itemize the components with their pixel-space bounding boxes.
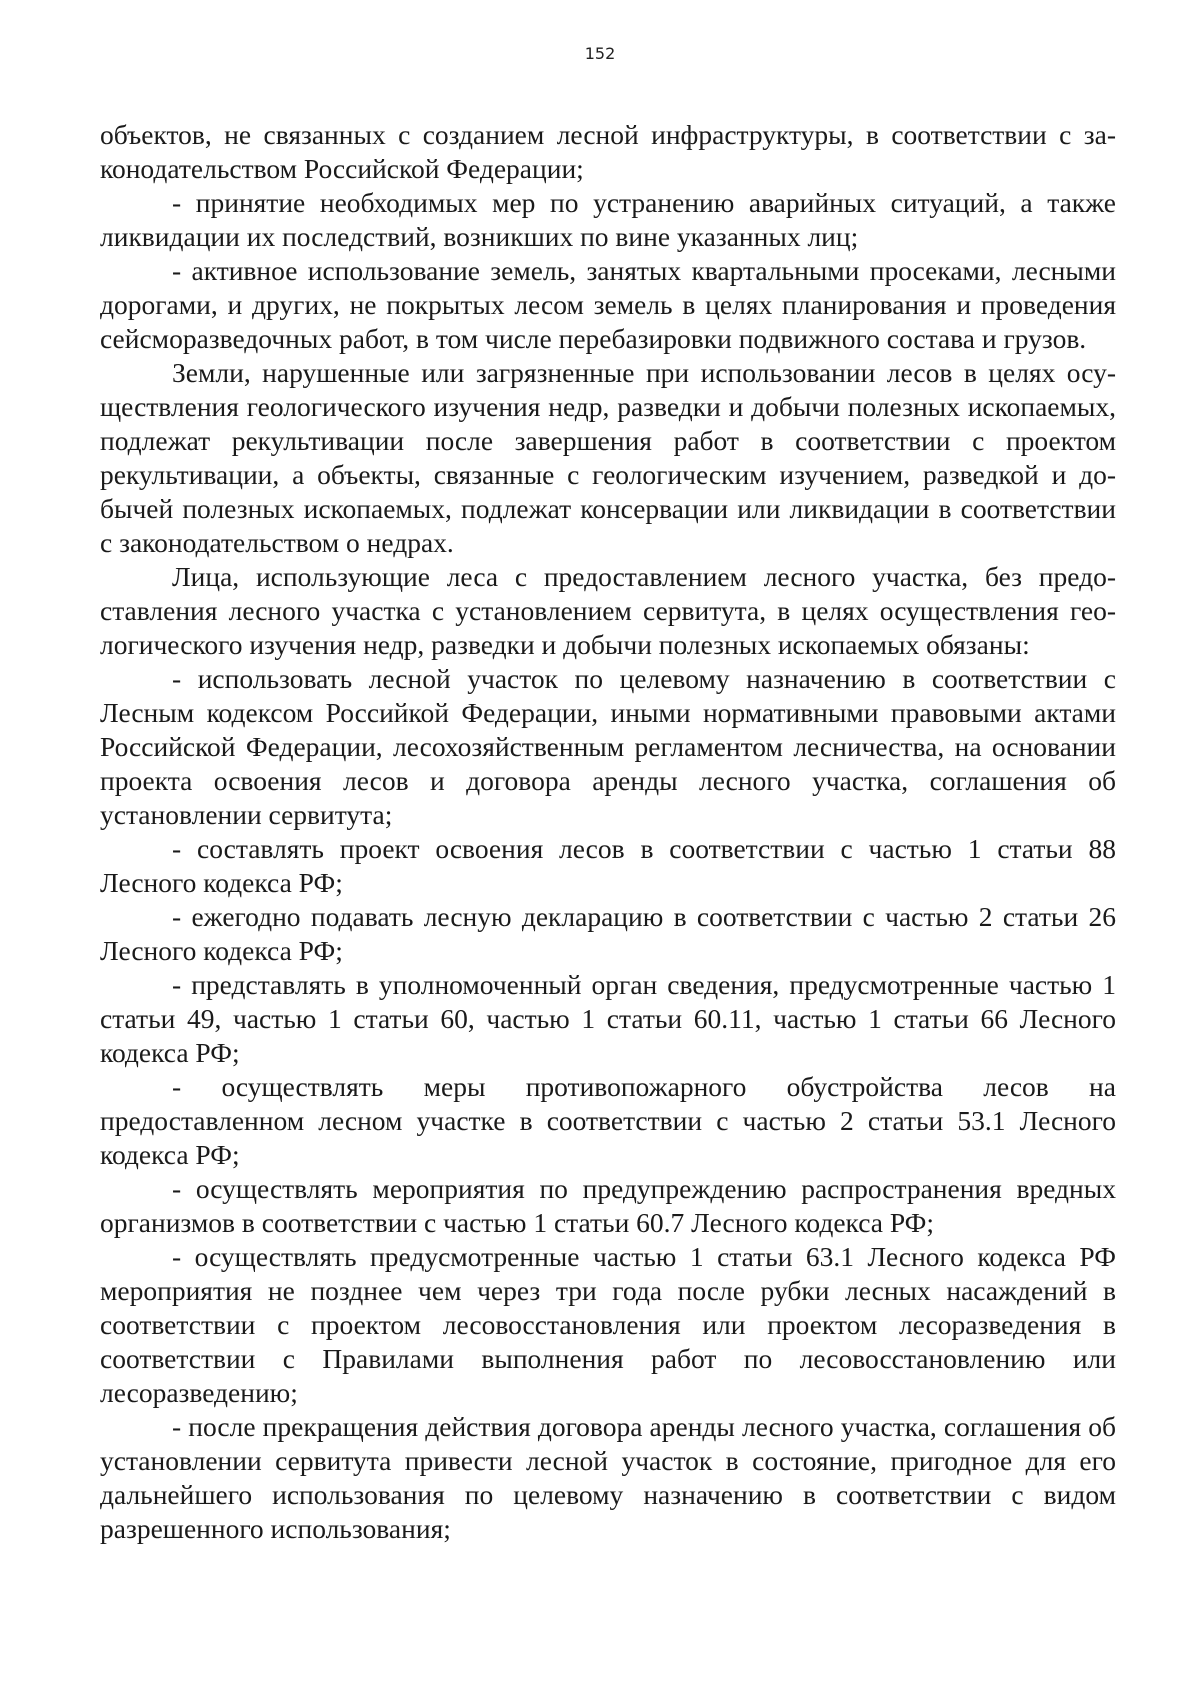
document-body [100, 118, 1116, 1546]
paragraph-continuation: объектов, не связанных с созданием лесной инфраструктуры, в соответствии с законодательством Российской Федерации; [100, 119, 1116, 184]
paragraph-land-use: - активное использование земель, занятых квартальными просеками, лесными дорогами, и других, не покрытых лесом земель в целях планирования и проведения сейсморазведочных работ, в том числе перебазировки подвижного состава и грузов. [100, 255, 1116, 354]
page-number: 152 [584, 44, 616, 63]
paragraph-emergency-measures: - принятие необходимых мер по устранению аварийных ситуаций, а также ликвидации их последствий, возникших по вине указанных лиц; [100, 187, 1116, 252]
paragraph-obligation-reforestation: - осуществлять предусмотренные частью 1 статьи 63.1 Лесного кодекса РФ мероприятия не позднее чем через три года после рубки лесных насаждений в соответствии с проектом лесовосстановления или проектом лесоразведения в соответствии с Правилами выполнения работ по лесовосстановлению или лесоразведению; [100, 1241, 1116, 1408]
paragraph-obligation-project: - составлять проект освоения лесов в соответствии с частью 1 статьи 88 Лесного кодекса РФ; [100, 833, 1116, 898]
paragraph-obligation-declaration: - ежегодно подавать лесную декларацию в соответствии с частью 2 статьи 26 Лесного кодекса РФ; [100, 901, 1116, 966]
paragraph-obligation-fire-protection: - осуществлять меры противопожарного обустройства лесов на предоставленном лесном участке в соответствии с частью 2 статьи 53.1 Лесного кодекса РФ; [100, 1071, 1116, 1170]
paragraph-obligation-target-use: - использовать лесной участок по целевому назначению в соответствии с Лесным кодексом Российкой Федерации, иными нормативными правовыми актами Российской Федерации, лесохозяйственным регламентом лесничества, на основании проекта освоения лесов и договора аренды лесного участка, соглашения об установлении сервитута; [100, 663, 1116, 830]
paragraph-obligation-pest-control: - осуществлять мероприятия по предупреждению распространения вредных организмов в соответствии с частью 1 статьи 60.7 Лесного кодекса РФ; [100, 1173, 1116, 1238]
paragraph-obligation-restoration: - после прекращения действия договора аренды лесного участка, соглашения об установлении сервитута привести лесной участок в состояние, пригодное для его дальнейшего использования по целевому назначению в соответствии с видом разрешенного использования; [100, 1411, 1116, 1544]
paragraph-obligation-reporting: - представлять в уполномоченный орган сведения, предусмотренные частью 1 статьи 49, частью 1 статьи 60, частью 1 статьи 60.11, частью 1 статьи 66 Лесного кодекса РФ; [100, 969, 1116, 1068]
paragraph-recultivation: Земли, нарушенные или загрязненные при использовании лесов в целях осуществления геологического изучения недр, разведки и добычи полезных ископаемых, подлежат рекультивации после завершения работ в соответствии с проектом рекультивации, а объекты, связанные с геологическим изучением, разведкой и добычей полезных ископаемых, подлежат консервации или ликвидации в соответствии с законодательством о недрах. [100, 357, 1116, 558]
paragraph-obligations-intro: Лица, использующие леса с предоставлением лесного участка, без предоставления лесного участка с установлением сервитута, в целях осуществления геологического изучения недр, разведки и добычи полезных ископаемых обязаны: [100, 561, 1116, 660]
